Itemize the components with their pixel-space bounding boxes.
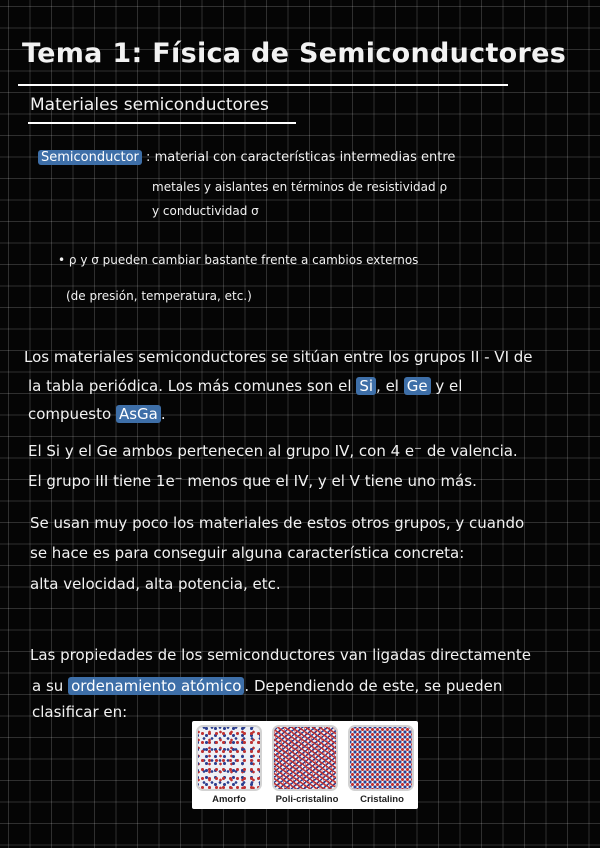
section-underline xyxy=(28,122,296,124)
p1-line-5: El grupo III tiene 1e⁻ menos que el IV, y el V tiene uno más. xyxy=(28,472,477,490)
definition-text-1: material con características intermedias entre xyxy=(154,150,456,165)
p3-line-2-text: a su xyxy=(32,677,64,695)
p3-line-3: clasificar en: xyxy=(32,703,128,721)
page-title: Tema 1: Física de Semiconductores xyxy=(22,38,567,69)
highlight-si: Si xyxy=(356,377,376,395)
definition-term: Semiconductor xyxy=(38,150,142,165)
definition-line-1 xyxy=(38,150,455,165)
p2-line-3: alta velocidad, alta potencia, etc. xyxy=(30,575,281,593)
crystalline-image xyxy=(348,725,414,791)
definition-line-3: y conductividad σ xyxy=(152,204,259,218)
bullet-line-1 xyxy=(58,253,418,267)
bullet-text-1: ρ y σ pueden cambiar bastante frente a cambios externos xyxy=(68,253,419,267)
label-cristalino: Cristalino xyxy=(360,794,404,805)
p1-line-3 xyxy=(28,405,166,423)
bullet-line-2: (de presión, temperatura, etc.) xyxy=(66,289,252,303)
polycrystalline-image xyxy=(272,725,338,791)
bullet-mark: • xyxy=(58,253,66,267)
highlight-ordenamiento: ordenamiento atómico xyxy=(68,677,244,695)
label-amorfo: Amorfo xyxy=(212,794,246,805)
highlight-ge: Ge xyxy=(404,377,431,395)
p1-comma: , el xyxy=(376,377,399,395)
p1-line-3-text: compuesto xyxy=(28,405,112,423)
crystal-structures-figure xyxy=(192,721,418,809)
p1-line-1: Los materiales semiconductores se sitúan entre los grupos II - VI de xyxy=(24,348,533,366)
p2-line-2: se hace es para conseguir alguna característica concreta: xyxy=(30,544,465,562)
amorphous-image xyxy=(196,725,262,791)
definition-separator: : xyxy=(146,150,151,165)
p1-line-4: El Si y el Ge ambos pertenecen al grupo IV, con 4 e⁻ de valencia. xyxy=(28,442,518,460)
p1-line-2-text: la tabla periódica. Los más comunes son el xyxy=(28,377,352,395)
p3-line-1: Las propiedades de los semiconductores van ligadas directamente xyxy=(30,646,532,664)
p1-line-2-end: y el xyxy=(435,377,463,395)
label-policristalino: Poli-cristalino xyxy=(275,794,339,805)
section-title: Materiales semiconductores xyxy=(30,95,269,115)
p2-line-1: Se usan muy poco los materiales de estos otros grupos, y cuando xyxy=(30,514,525,532)
definition-line-2: metales y aislantes en términos de resistividad ρ xyxy=(152,180,448,194)
title-underline xyxy=(18,84,508,86)
p3-line-2 xyxy=(32,677,502,695)
highlight-asga: AsGa xyxy=(116,405,161,423)
p1-line-3-end: . xyxy=(160,405,166,423)
p3-line-2-end: . Dependiendo de este, se pueden xyxy=(244,677,503,695)
p1-line-2 xyxy=(28,377,462,395)
